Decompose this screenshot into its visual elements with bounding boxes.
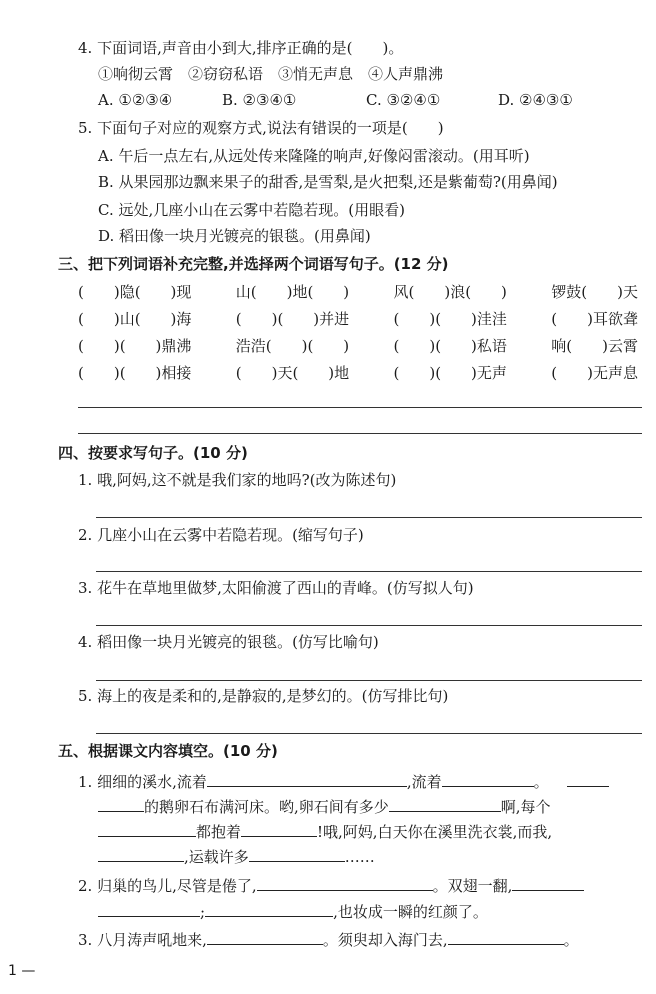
s3-row-4	[78, 363, 638, 383]
s5-text: 2. 归巢的鸟儿,尽管是倦了,	[78, 877, 257, 895]
s5-p1-line4	[98, 847, 375, 867]
s5-text: ;	[200, 903, 206, 921]
s5-text: ,流着	[406, 773, 442, 791]
blank[interactable]	[207, 930, 323, 945]
blank[interactable]	[249, 847, 345, 862]
s4-item-4: 4. 稻田像一块月光镀亮的银毯。(仿写比喻句)	[78, 633, 379, 651]
blank[interactable]	[241, 822, 317, 837]
s5-p1-line3	[98, 822, 552, 842]
s5-p2-line2	[98, 902, 488, 922]
s3-cell: ( )( )无声	[393, 364, 507, 382]
s4-item-2: 2. 几座小山在云雾中若隐若现。(缩写句子)	[78, 526, 364, 544]
s5-text: !哦,阿妈,白天你在溪里洗衣裳,而我,	[317, 823, 553, 841]
s5-text: 都抱着	[196, 823, 242, 841]
blank[interactable]	[442, 772, 534, 787]
blank[interactable]	[98, 822, 196, 837]
q5-stem: 5. 下面句子对应的观察方式,说法有错误的一项是( )	[78, 119, 444, 137]
answer-line[interactable]	[96, 571, 642, 572]
s3-cell: ( )( )私语	[393, 337, 507, 355]
s3-cell: 风( )浪( )	[393, 283, 507, 301]
s3-cell: ( )天( )地	[235, 364, 350, 382]
blank[interactable]	[512, 876, 584, 891]
section-5-title: 五、根据课文内容填空。(10 分)	[58, 742, 278, 760]
s3-cell: 山( )地( )	[235, 283, 350, 301]
s5-text: 。须臾却入海门去,	[322, 931, 448, 949]
q5-option-c: C. 远处,几座小山在云雾中若隐若现。(用眼看)	[98, 201, 405, 219]
s5-text: ,运载许多	[184, 848, 249, 866]
s5-p1-line2	[98, 797, 551, 817]
s3-cell: ( )( )洼洼	[393, 310, 507, 328]
s5-text: 。	[563, 931, 579, 949]
s5-text: 1. 细细的溪水,流着	[78, 773, 207, 791]
answer-line[interactable]	[96, 517, 642, 518]
blank[interactable]	[448, 930, 564, 945]
s3-cell: ( )隐( )现	[78, 283, 192, 301]
s4-item-1: 1. 哦,阿妈,这不就是我们家的地吗?(改为陈述句)	[78, 471, 397, 489]
q5-option-a: A. 午后一点左右,从远处传来隆隆的响声,好像闷雷滚动。(用耳听)	[98, 147, 530, 165]
q4-words: ①响彻云霄 ②窃窃私语 ③悄无声息 ④人声鼎沸	[98, 65, 444, 83]
q4-stem: 4. 下面词语,声音由小到大,排序正确的是( )。	[78, 39, 404, 57]
s3-cell: 浩浩( )( )	[235, 337, 350, 355]
answer-line[interactable]	[96, 625, 642, 626]
s4-item-3: 3. 花牛在草地里做梦,太阳偷渡了西山的青峰。(仿写拟人句)	[78, 579, 474, 597]
q4-option-b: B. ②③④①	[222, 91, 297, 109]
q5-option-d: D. 稻田像一块月光镀亮的银毯。(用鼻闻)	[98, 227, 371, 245]
s3-cell: ( )无声息	[551, 364, 638, 382]
s3-row-3	[78, 336, 638, 356]
s3-cell: ( )( )鼎沸	[78, 337, 192, 355]
s5-text: 。	[533, 773, 549, 791]
answer-line[interactable]	[96, 733, 642, 734]
q4-option-a: A. ①②③④	[98, 91, 173, 109]
s3-cell: ( )耳欲聋	[551, 310, 638, 328]
s5-p1-line1	[78, 772, 609, 792]
s5-p3-line1	[78, 930, 579, 950]
s5-text: 。双翅一翻,	[432, 877, 513, 895]
q5-option-b: B. 从果园那边飘来果子的甜香,是雪梨,是火把梨,还是紫葡萄?(用鼻闻)	[98, 173, 558, 191]
q4-option-d: D. ②④③①	[498, 91, 573, 109]
s5-text: 啊,每个	[500, 798, 551, 816]
s4-item-5: 5. 海上的夜是柔和的,是静寂的,是梦幻的。(仿写排比句)	[78, 687, 449, 705]
s5-text: ……	[344, 848, 375, 866]
blank[interactable]	[98, 847, 184, 862]
s3-cell: ( )( )并进	[235, 310, 350, 328]
answer-line[interactable]	[78, 433, 642, 434]
s5-text: ,也妆成一瞬的红颜了。	[333, 903, 488, 921]
blank[interactable]	[257, 876, 433, 891]
answer-line[interactable]	[78, 407, 642, 408]
s3-cell: ( )山( )海	[78, 310, 192, 328]
page-number: 1 —	[8, 963, 36, 979]
blank[interactable]	[389, 797, 501, 812]
section-4-title: 四、按要求写句子。(10 分)	[58, 444, 248, 462]
s3-cell: 响( )云霄	[551, 337, 638, 355]
blank[interactable]	[205, 902, 333, 917]
s3-row-2	[78, 309, 638, 329]
s3-cell: 锣鼓( )天	[551, 283, 638, 301]
s3-row-1	[78, 282, 638, 302]
s5-text: 的鹅卵石布满河床。哟,卵石间有多少	[144, 798, 389, 816]
answer-line[interactable]	[96, 680, 642, 681]
blank[interactable]	[207, 772, 407, 787]
s5-p2-line1	[78, 876, 584, 896]
blank[interactable]	[98, 797, 144, 812]
s3-cell: ( )( )相接	[78, 364, 192, 382]
s5-text: 3. 八月涛声吼地来,	[78, 931, 207, 949]
blank[interactable]	[98, 902, 200, 917]
blank[interactable]	[567, 772, 609, 787]
q4-option-c: C. ③②④①	[366, 91, 441, 109]
section-3-title: 三、把下列词语补充完整,并选择两个词语写句子。(12 分)	[58, 255, 449, 273]
